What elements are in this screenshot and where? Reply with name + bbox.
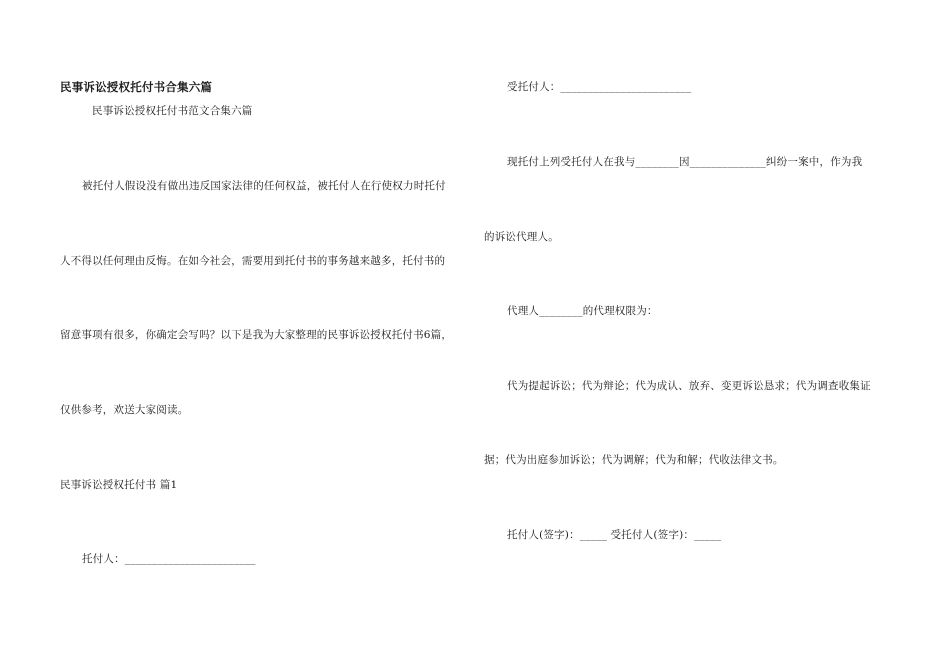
intro-line-3: 留意事项有很多，你确定会写吗？以下是我为大家整理的民事诉讼授权托付书6篇，: [60, 329, 453, 341]
signature-line: 托付人(签字)：_____ 受托付人(签字)：_____: [507, 529, 722, 541]
intro-line-1: 被托付人假设没有做出违反国家法律的任何权益，被托付人在行使权力时托付: [82, 180, 446, 192]
document-subtitle: 民事诉讼授权托付书范文合集六篇: [92, 105, 253, 117]
entrust-line-1: 现托付上列受托付人在我与________因______________纠纷一案中，作为我: [507, 156, 863, 168]
agent-line: 受托付人：________________________: [507, 81, 692, 93]
powers-line-1: 代为提起诉讼；代为辩论；代为成认、放弃、变更诉讼恳求；代为调查收集证: [507, 380, 871, 392]
principal-line: 托付人：________________________: [82, 553, 256, 565]
intro-line-2: 人不得以任何理由反悔。在如今社会，需要用到托付书的事务越来越多，托付书的: [60, 255, 446, 267]
document-title: 民事诉讼授权托付书合集六篇: [60, 80, 213, 94]
section-heading: 民事诉讼授权托付书 篇1: [60, 479, 178, 491]
entrust-line-2: 的诉讼代理人。: [484, 231, 559, 243]
powers-line-2: 据；代为出庭参加诉讼；代为调解；代为和解；代收法律文书。: [484, 454, 784, 466]
authority-line: 代理人________的代理权限为：: [507, 305, 658, 317]
intro-line-4: 仅供参考，欢送大家阅读。: [60, 404, 189, 416]
